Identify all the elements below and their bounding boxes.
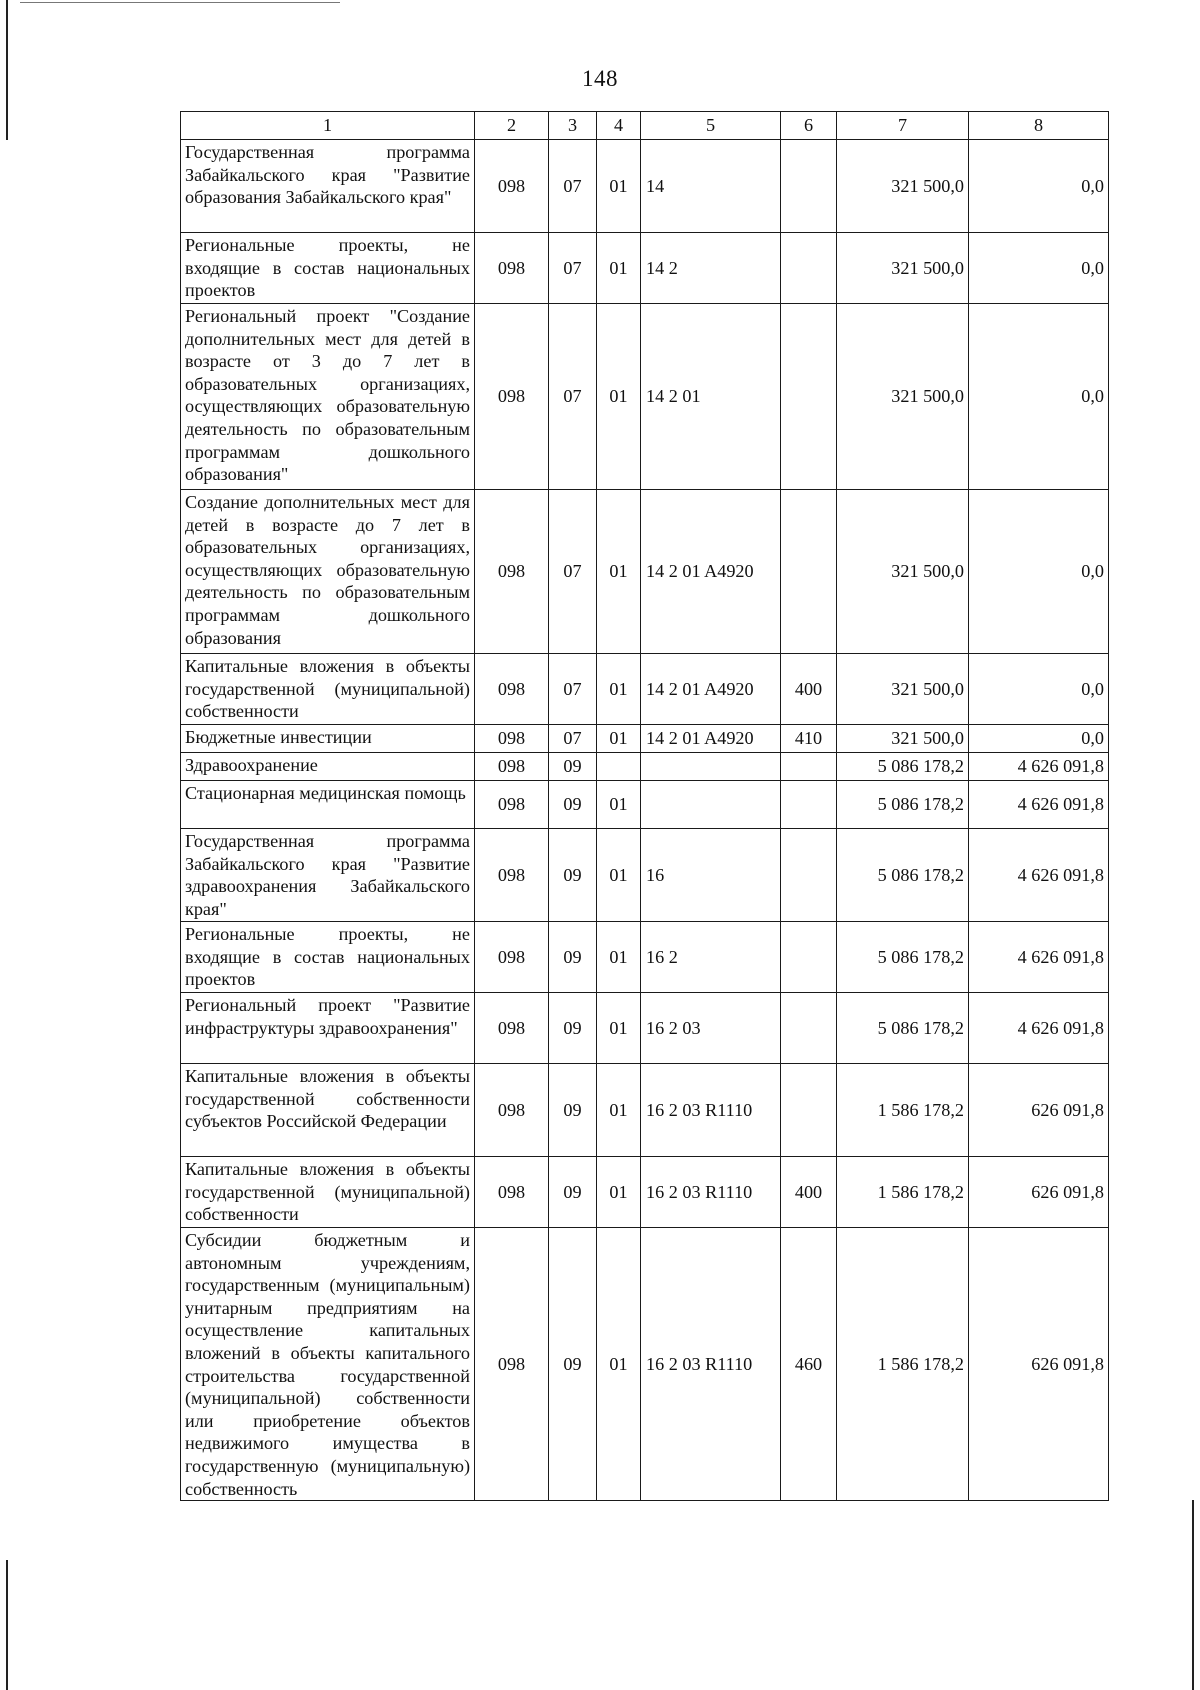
row-pr: 01 [597, 1228, 641, 1501]
row-sum2: 4 626 091,8 [969, 922, 1109, 993]
row-gr: 098 [475, 829, 549, 922]
row-rz: 07 [549, 654, 597, 725]
row-rz: 09 [549, 781, 597, 829]
row-gr: 098 [475, 922, 549, 993]
row-name: Капитальные вложения в объекты государственной (муниципальной) собственности [181, 1157, 475, 1228]
row-gr: 098 [475, 233, 549, 304]
row-sum2: 0,0 [969, 140, 1109, 233]
row-csr: 16 2 03 R1110 [641, 1064, 781, 1157]
row-rz: 09 [549, 993, 597, 1064]
table-row [181, 233, 1109, 304]
row-rz: 07 [549, 233, 597, 304]
row-gr: 098 [475, 753, 549, 781]
row-sum1: 5 086 178,2 [837, 829, 969, 922]
table-row [181, 922, 1109, 993]
row-sum2: 626 091,8 [969, 1228, 1109, 1501]
row-csr [641, 753, 781, 781]
row-gr: 098 [475, 140, 549, 233]
row-csr: 16 2 03 R1110 [641, 1228, 781, 1501]
row-rz: 07 [549, 490, 597, 654]
row-vr [781, 922, 837, 993]
column-header: 7 [837, 112, 969, 140]
row-vr [781, 993, 837, 1064]
row-vr [781, 1064, 837, 1157]
column-header: 3 [549, 112, 597, 140]
row-csr: 14 2 01 [641, 304, 781, 490]
row-sum1: 321 500,0 [837, 490, 969, 654]
row-sum2: 4 626 091,8 [969, 829, 1109, 922]
row-sum2: 626 091,8 [969, 1064, 1109, 1157]
scan-edge-left-bottom [6, 1560, 8, 1690]
table-row [181, 1157, 1109, 1228]
row-rz: 07 [549, 725, 597, 753]
row-gr: 098 [475, 993, 549, 1064]
row-sum2: 0,0 [969, 233, 1109, 304]
column-header: 6 [781, 112, 837, 140]
row-name: Создание дополнительных мест для детей в возрасте до 7 лет в образовательных организациях, осуществляющих образовательную деятельность по образовательным программам дошкольного образования [181, 490, 475, 654]
budget-table [180, 111, 1109, 1501]
row-pr: 01 [597, 140, 641, 233]
row-vr: 460 [781, 1228, 837, 1501]
row-name: Здравоохранение [181, 753, 475, 781]
row-gr: 098 [475, 490, 549, 654]
table-row [181, 490, 1109, 654]
row-pr: 01 [597, 304, 641, 490]
row-csr: 16 2 [641, 922, 781, 993]
row-sum1: 1 586 178,2 [837, 1064, 969, 1157]
row-pr: 01 [597, 922, 641, 993]
row-sum2: 4 626 091,8 [969, 753, 1109, 781]
row-rz: 07 [549, 140, 597, 233]
row-vr [781, 140, 837, 233]
column-header: 5 [641, 112, 781, 140]
row-gr: 098 [475, 1228, 549, 1501]
table-row [181, 753, 1109, 781]
table-header-row [181, 112, 1109, 140]
row-name: Капитальные вложения в объекты государственной собственности субъектов Российской Федерации [181, 1064, 475, 1157]
row-csr: 16 2 03 [641, 993, 781, 1064]
row-vr [781, 781, 837, 829]
row-pr [597, 753, 641, 781]
column-header: 1 [181, 112, 475, 140]
row-vr: 400 [781, 654, 837, 725]
row-sum1: 5 086 178,2 [837, 781, 969, 829]
row-sum1: 321 500,0 [837, 304, 969, 490]
row-csr: 16 2 03 R1110 [641, 1157, 781, 1228]
row-name: Региональные проекты, не входящие в состав национальных проектов [181, 922, 475, 993]
row-sum1: 321 500,0 [837, 233, 969, 304]
row-sum1: 5 086 178,2 [837, 993, 969, 1064]
row-csr: 14 2 01 A4920 [641, 654, 781, 725]
row-sum2: 0,0 [969, 490, 1109, 654]
row-sum2: 4 626 091,8 [969, 993, 1109, 1064]
row-name: Государственная программа Забайкальского края "Развитие здравоохранения Забайкальского края" [181, 829, 475, 922]
column-header: 4 [597, 112, 641, 140]
row-pr: 01 [597, 1064, 641, 1157]
row-name: Капитальные вложения в объекты государственной (муниципальной) собственности [181, 654, 475, 725]
row-rz: 09 [549, 829, 597, 922]
row-rz: 09 [549, 922, 597, 993]
row-pr: 01 [597, 1157, 641, 1228]
row-name: Субсидии бюджетным и автономным учреждениям, государственным (муниципальным) унитарным предприятиям на осуществление капитальных вложений в объекты капитального строительства государственной (муниципальной) собственности или приобретение объектов недвижимого имущества в государственную (муниципальную) собственность [181, 1228, 475, 1501]
row-pr: 01 [597, 490, 641, 654]
table-row [181, 1064, 1109, 1157]
row-vr [781, 304, 837, 490]
row-name: Стационарная медицинская помощь [181, 781, 475, 829]
table-row [181, 654, 1109, 725]
row-sum1: 321 500,0 [837, 725, 969, 753]
row-sum1: 321 500,0 [837, 140, 969, 233]
row-rz: 09 [549, 1064, 597, 1157]
row-csr: 14 2 01 A4920 [641, 725, 781, 753]
table-row [181, 304, 1109, 490]
row-sum2: 0,0 [969, 654, 1109, 725]
row-name: Региональные проекты, не входящие в состав национальных проектов [181, 233, 475, 304]
table-row [181, 725, 1109, 753]
row-csr: 16 [641, 829, 781, 922]
row-csr: 14 [641, 140, 781, 233]
row-rz: 09 [549, 1157, 597, 1228]
row-vr: 410 [781, 725, 837, 753]
row-sum2: 0,0 [969, 725, 1109, 753]
row-rz: 09 [549, 753, 597, 781]
row-name: Государственная программа Забайкальского края "Развитие образования Забайкальского края" [181, 140, 475, 233]
row-sum1: 321 500,0 [837, 654, 969, 725]
row-gr: 098 [475, 725, 549, 753]
row-csr: 14 2 [641, 233, 781, 304]
scan-edge-top [20, 2, 340, 3]
row-gr: 098 [475, 654, 549, 725]
row-name: Региональный проект "Создание дополнительных мест для детей в возрасте от 3 до 7 лет в образовательных организациях, осуществляющих образовательную деятельность по образовательным программам дошкольного образования" [181, 304, 475, 490]
row-gr: 098 [475, 1157, 549, 1228]
row-gr: 098 [475, 304, 549, 490]
scan-edge-right [1192, 1500, 1194, 1690]
row-rz: 07 [549, 304, 597, 490]
row-pr: 01 [597, 725, 641, 753]
row-sum1: 5 086 178,2 [837, 922, 969, 993]
row-sum1: 1 586 178,2 [837, 1228, 969, 1501]
row-vr: 400 [781, 1157, 837, 1228]
row-rz: 09 [549, 1228, 597, 1501]
row-sum1: 5 086 178,2 [837, 753, 969, 781]
row-csr [641, 781, 781, 829]
row-vr [781, 753, 837, 781]
row-gr: 098 [475, 1064, 549, 1157]
table-row [181, 993, 1109, 1064]
row-vr [781, 233, 837, 304]
page-number: 148 [582, 66, 618, 91]
row-sum2: 626 091,8 [969, 1157, 1109, 1228]
row-pr: 01 [597, 654, 641, 725]
row-csr: 14 2 01 A4920 [641, 490, 781, 654]
row-pr: 01 [597, 781, 641, 829]
row-sum1: 1 586 178,2 [837, 1157, 969, 1228]
scan-edge-left [6, 0, 8, 140]
table-row [181, 829, 1109, 922]
table-row [181, 140, 1109, 233]
row-pr: 01 [597, 993, 641, 1064]
row-sum2: 0,0 [969, 304, 1109, 490]
row-vr [781, 490, 837, 654]
row-gr: 098 [475, 781, 549, 829]
table-row [181, 781, 1109, 829]
row-vr [781, 829, 837, 922]
row-name: Бюджетные инвестиции [181, 725, 475, 753]
column-header: 8 [969, 112, 1109, 140]
column-header: 2 [475, 112, 549, 140]
row-pr: 01 [597, 233, 641, 304]
row-name: Региональный проект "Развитие инфраструктуры здравоохранения" [181, 993, 475, 1064]
table-row [181, 1228, 1109, 1501]
row-pr: 01 [597, 829, 641, 922]
row-sum2: 4 626 091,8 [969, 781, 1109, 829]
